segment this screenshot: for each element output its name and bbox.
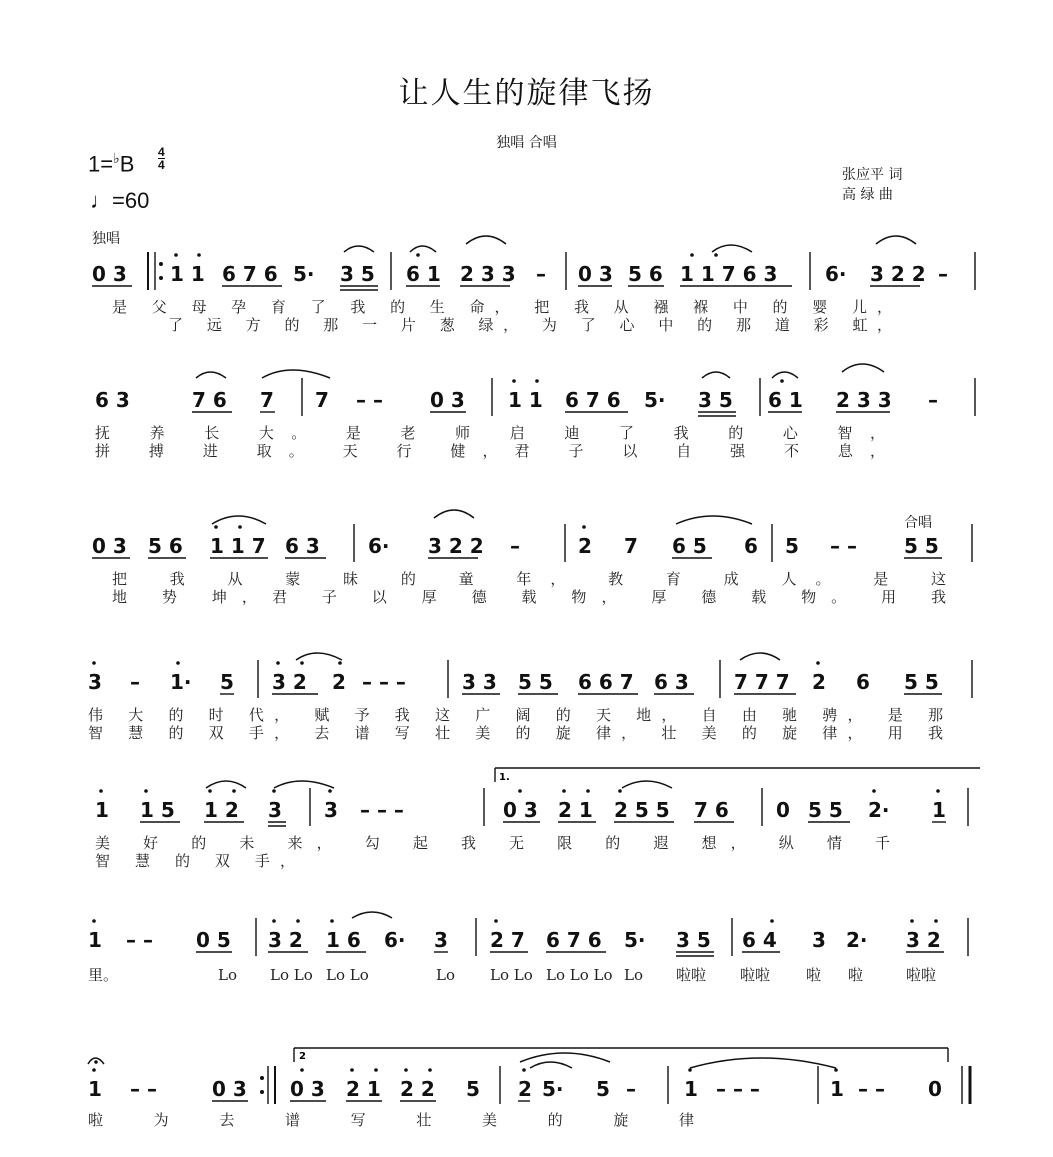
- note-group: 0 3: [92, 534, 127, 558]
- note-group: 1: [95, 798, 109, 822]
- score-line-3: [92, 510, 972, 606]
- note-group: 0 3: [503, 798, 538, 822]
- lyric-syllable: Lo Lo: [490, 966, 533, 984]
- note-group: – –: [830, 534, 857, 558]
- note-group: 2·: [846, 928, 868, 952]
- lyric-line: 是 父 母 孕 育 了 我 的 生 命， 把 我 从 襁 褓 中 的 婴 儿，: [112, 298, 893, 316]
- lyric-line: 把 我 从 蒙 昧 的 童 年， 教 育 成 人。 是 这: [112, 570, 947, 588]
- note-group: 2 3 3: [836, 388, 892, 412]
- note-group: 5·: [293, 262, 315, 286]
- lyric-syllable: Lo: [218, 966, 237, 984]
- note-group: –: [938, 262, 948, 286]
- note-group: 2 7: [490, 928, 525, 952]
- lyricist: 张应平 词: [842, 167, 903, 183]
- note-group: 3: [88, 670, 102, 694]
- lyric-line: 智 慧 的 双 手，: [95, 852, 295, 870]
- note-group: 0: [928, 1077, 942, 1101]
- flat-sign: ♭: [113, 150, 120, 166]
- note-group: 7 6: [694, 798, 729, 822]
- score-line-6: [88, 912, 968, 984]
- lyric-line: 啦 为 去 谱 写 壮 美 的 旋 律: [88, 1111, 694, 1129]
- note-group: 6 3: [95, 388, 130, 412]
- composer: 高 绿 曲: [842, 187, 893, 203]
- note-group: 3: [434, 928, 448, 952]
- key-note: B: [119, 151, 135, 177]
- chorus-label: 合唱: [904, 515, 932, 531]
- score-line-4: [88, 653, 972, 742]
- note-group: –: [536, 262, 546, 286]
- note-group: 5 5: [904, 534, 939, 558]
- note-group: 1·: [170, 670, 192, 694]
- note-group: 3 5: [340, 262, 375, 286]
- solo-label: 独唱: [92, 231, 120, 247]
- note-group: 2: [518, 1077, 532, 1101]
- note-group: 7 6: [192, 388, 227, 412]
- note-group: 0 3: [92, 262, 127, 286]
- note-group: – –: [858, 1077, 885, 1101]
- note-group: 5 5: [808, 798, 843, 822]
- note-group: 6 7 6: [222, 262, 278, 286]
- note-group: 6·: [368, 534, 390, 558]
- note-group: 6 4: [742, 928, 777, 952]
- note-group: 6: [744, 534, 758, 558]
- time-top: 4: [158, 145, 165, 159]
- lyric-line: 智 慧 的 双 手， 去 谱 写 壮 美 的 旋 律， 壮 美 的 旋 律， 用 我: [88, 724, 944, 742]
- note-group: 0: [776, 798, 790, 822]
- lyric-syllable: 啦啦: [676, 966, 707, 984]
- note-group: – –: [356, 388, 383, 412]
- note-group: –: [626, 1077, 636, 1101]
- note-group: 2: [812, 670, 826, 694]
- note-group: 1: [88, 1077, 102, 1101]
- note-group: 1 5: [140, 798, 175, 822]
- note-group: 6 1: [406, 262, 441, 286]
- note-group: 6: [856, 670, 870, 694]
- note-group: 6 7 6: [565, 388, 621, 412]
- note-group: 1: [932, 798, 946, 822]
- time-bottom: 4: [158, 158, 165, 172]
- lyric-line: 拼 搏 进 取。 天 行 健，君 子 以 自 强 不 息，: [95, 442, 886, 460]
- note-group: 6 3: [285, 534, 320, 558]
- note-group: 7: [260, 388, 274, 412]
- note-group: 5 5: [518, 670, 553, 694]
- note-group: 2 2: [400, 1077, 435, 1101]
- note-group: 3: [812, 928, 826, 952]
- note-group: 5 6: [148, 534, 183, 558]
- song-subtitle: 独唱 合唱: [496, 135, 557, 151]
- note-group: –: [510, 534, 520, 558]
- note-group: – – –: [360, 798, 404, 822]
- note-group: 3 2 2: [428, 534, 484, 558]
- note-group: 5·: [542, 1077, 564, 1101]
- note-group: 3 5: [698, 388, 733, 412]
- note-group: 6 5: [672, 534, 707, 558]
- lyric-syllable: 啦: [806, 966, 822, 984]
- note-group: 2 1: [346, 1077, 381, 1101]
- note-group: – – –: [716, 1077, 760, 1101]
- score-line-1: [92, 236, 975, 334]
- note-group: 6 3: [654, 670, 689, 694]
- note-group: – – –: [362, 670, 406, 694]
- note-group: 2 5 5: [614, 798, 670, 822]
- note-group: –: [130, 670, 140, 694]
- lyric-line: 美 好 的 未 来， 勾 起 我 无 限 的 遐 想， 纵 情 千: [95, 834, 890, 852]
- volta-1-label: 1.: [499, 772, 510, 783]
- note-group: 5: [220, 670, 234, 694]
- lyric-syllable: 啦啦: [906, 966, 937, 984]
- note-group: 1 1: [508, 388, 543, 412]
- note-group: 3 2: [272, 670, 307, 694]
- quarter-note-icon: ♩: [90, 188, 112, 213]
- note-group: 3 3: [462, 670, 497, 694]
- note-group: 2 3 3: [460, 262, 516, 286]
- score-line-2: [95, 364, 975, 460]
- note-group: 5·: [644, 388, 666, 412]
- lyric-line: 抚 养 长 大。 是 老 师 启 迪 了 我 的 心 智，: [95, 424, 885, 442]
- note-group: 0 3: [290, 1077, 325, 1101]
- score-line-7: [88, 1048, 970, 1129]
- note-group: 2: [578, 534, 592, 558]
- note-group: 3: [268, 798, 282, 822]
- note-group: 3 2 2: [870, 262, 926, 286]
- note-group: 6 7 6: [546, 928, 602, 952]
- lyric-syllable: 啦啦: [740, 966, 771, 984]
- note-group: 0 3: [212, 1077, 247, 1101]
- note-group: 5: [466, 1077, 480, 1101]
- note-group: – –: [126, 928, 153, 952]
- note-group: 2: [332, 670, 346, 694]
- note-group: 5·: [624, 928, 646, 952]
- note-group: 0 3: [578, 262, 613, 286]
- note-group: 6·: [825, 262, 847, 286]
- note-group: 0 5: [196, 928, 231, 952]
- note-group: – –: [130, 1077, 157, 1101]
- note-group: 1 6: [326, 928, 361, 952]
- note-group: 1 1: [170, 262, 205, 286]
- note-group: 3 5: [676, 928, 711, 952]
- note-group: –: [928, 388, 938, 412]
- song-title: 让人生的旋律飞扬: [398, 76, 655, 111]
- note-group: 5 5: [904, 670, 939, 694]
- lyric-line: 地 势 坤，君 子 以 厚 德 载 物， 厚 德 载 物。 用 我: [112, 588, 946, 606]
- note-group: 6 6 7: [578, 670, 634, 694]
- note-group: 1 1 7 6 3: [680, 262, 778, 286]
- lyric-syllable: Lo Lo Lo: [546, 966, 613, 984]
- key-prefix: 1=: [88, 151, 114, 177]
- lyric-syllable: Lo: [624, 966, 643, 984]
- note-group: 5 6: [628, 262, 663, 286]
- note-group: 2 1: [558, 798, 593, 822]
- note-group: 6 1: [768, 388, 803, 412]
- note-group: 3 2: [906, 928, 941, 952]
- note-group: 2·: [868, 798, 890, 822]
- note-group: 7: [315, 388, 329, 412]
- note-group: 3: [324, 798, 338, 822]
- lyric-syllable: Lo Lo: [270, 966, 313, 984]
- note-group: 5: [596, 1077, 610, 1101]
- note-group: 1 2: [204, 798, 239, 822]
- lyric-syllable: 啦: [848, 966, 864, 984]
- note-group: 1: [830, 1077, 844, 1101]
- lyric-line: 了 远 方 的 那 一 片 葱 绿， 为 了 心 中 的 那 道 彩 虹，: [168, 316, 893, 334]
- note-group: 5: [785, 534, 799, 558]
- lyric-syllable: Lo Lo: [326, 966, 369, 984]
- lyric-syllable: Lo: [436, 966, 455, 984]
- note-group: 7 7 7: [734, 670, 790, 694]
- lyric-syllable: 里。: [88, 966, 119, 984]
- note-group: 6·: [384, 928, 406, 952]
- note-group: 0 3: [430, 388, 465, 412]
- tempo-value: =60: [112, 188, 150, 213]
- note-group: 1 1 7: [210, 534, 266, 558]
- lyric-line: 伟 大 的 时 代， 赋 予 我 这 广 阔 的 天 地， 自 由 驰 骋， 是 那: [88, 706, 944, 724]
- note-group: 3 2: [268, 928, 303, 952]
- volta-2-label: 2: [299, 1051, 306, 1062]
- note-group: 1: [88, 928, 102, 952]
- note-group: 7: [624, 534, 638, 558]
- score-line-5: [95, 768, 980, 870]
- note-group: 1: [684, 1077, 698, 1101]
